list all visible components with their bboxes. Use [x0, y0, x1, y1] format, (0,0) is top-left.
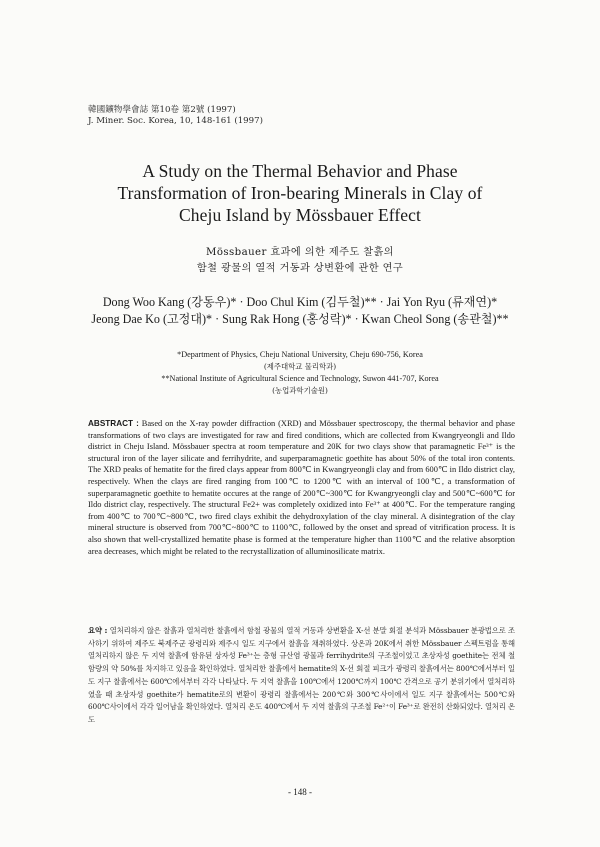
affiliations [60, 349, 540, 397]
author-list [40, 294, 560, 328]
abstract-text: Based on the X-ray powder diffraction (XRD) and Mössbauer spectroscopy, the thermal behavior and phase transformations of two clays are investigated for raw and fired conditions, which are collected from Kwangryeongli and Ildo district in Cheju Island. Mössbauer spectra at room temperature and 20K for two clays show that paramagnetic Fe³⁺ is the structural iron of the layer silicate and ferrihydrite, and superparamagnetic goethite has about 50% of the total iron contents. The XRD peaks of hematite for the fired clays appear from 800℃ in Kwangryeongli clay and from 600℃ in Ildo district clay, respectively. When the clays are fired ranging from 100℃ to 1200℃ with an interval of 100℃, a transformation of superparamagnetic goethite to hematite occures at the range of 200℃~300℃ for Kwangryeongli clay and 500℃~600℃ for Ildo district clay, respectively. The structural Fe2+ was completely oxidized into Fe³⁺ at 400℃. For the temperature ranging from 400℃ to 700℃~800℃, two fired clays exhibit the dehydroxylation of the clay mineral. A disintegration of the clay mineral structure is observed from 700℃~800℃ to 1100℃, followed by the onset and spread of vitrification process. It is also shown that well-crystallized hematite phase is formed at the temperature higher than 1100℃ and the relative absorption area decreases, which might be related to the recrystallization of alluminosilicate matrix. [88, 419, 515, 556]
korean-title-line-2: 함철 광물의 열적 거동과 상변환에 관한 연구 [196, 263, 404, 274]
title-line-1: A Study on the Thermal Behavior and Phase [142, 161, 458, 181]
affiliation-2-korean: (농업과학기술원) [272, 386, 328, 395]
title-line-2: Transformation of Iron-bearing Minerals in Clay of [117, 183, 483, 203]
korean-abstract-label: 요약 : [88, 626, 108, 635]
page-number: - 148 - [288, 787, 312, 797]
abstract [88, 418, 515, 557]
journal-citation [88, 105, 263, 127]
affiliation-1-korean: (제주대학교 물리학과) [263, 362, 337, 371]
affiliation-2: **National Institute of Agricultural Science and Technology, Suwon 441-707, Korea [161, 374, 439, 383]
authors-line-1: Dong Woo Kang (강동우)* · Doo Chul Kim (김두철)** · Jai Yon Ryu (류재연)* [102, 295, 498, 309]
authors-line-2: Jeong Dae Ko (고정대)* · Sung Rak Hong (홍성락)* · Kwan Cheol Song (송관철)** [91, 312, 509, 326]
korean-title-line-1: Mössbauer 효과에 의한 제주도 찰흙의 [206, 247, 394, 258]
paper-title [60, 160, 540, 226]
korean-abstract-text: 열처리하지 않은 찰흙과 열처리한 찰흙에서 함철 광물의 열적 거동과 상변환을 X-선 분말 회절 분석과 Mössbauer 분광법으로 조사하기 위하여 제주도 북제주군 광령리와 제주시 일도 지구에서 찰흙을 채취하였다. 상온과 20K에서 취한 Mössbauer 스펙트럼을 통해 열처리하지 않은 두 지역 찰흙에 함유된 상자성 Fe³⁺는 층형 규산염 광물과 ferrihydrite의 구조철이었고 초상자성 goethite는 전체 철 함량의 약 50%를 차지하고 있음을 확인하였다. 열처리한 찰흙에서 hematite의 X-선 회절 피크가 광령리 찰흙에서는 800℃에서부터 일도 지구 찰흙에서는 600℃에서부터 각각 나타났다. 두 지역 찰흙을 100℃에서 1200℃까지 100℃ 간격으로 공기 분위기에서 열처리하였을 때 초상자성 goethite가 hematite로의 변환이 광령리 찰흙에서는 200℃와 300℃사이에서 일도 지구 찰흙에서는 500℃와 600℃사이에서 각각 일어남을 확인하였다. 열처리 온도 400℃에서 두 지역 찰흙의 구조철 Fe²⁺이 Fe³⁺로 완전히 산화되었다. 열처리 온도 [88, 626, 515, 724]
korean-title [60, 245, 540, 277]
abstract-label: ABSTRACT : [88, 419, 139, 428]
korean-abstract [88, 625, 515, 727]
journal-citation-korean: 韓國鑛物學會誌 第10卷 第2號 (1997) [88, 105, 236, 115]
journal-citation-english: J. Miner. Soc. Korea, 10, 148-161 (1997) [88, 116, 263, 126]
title-line-3: Cheju Island by Mössbauer Effect [179, 205, 421, 225]
affiliation-1: *Department of Physics, Cheju National University, Cheju 690-756, Korea [177, 350, 423, 359]
